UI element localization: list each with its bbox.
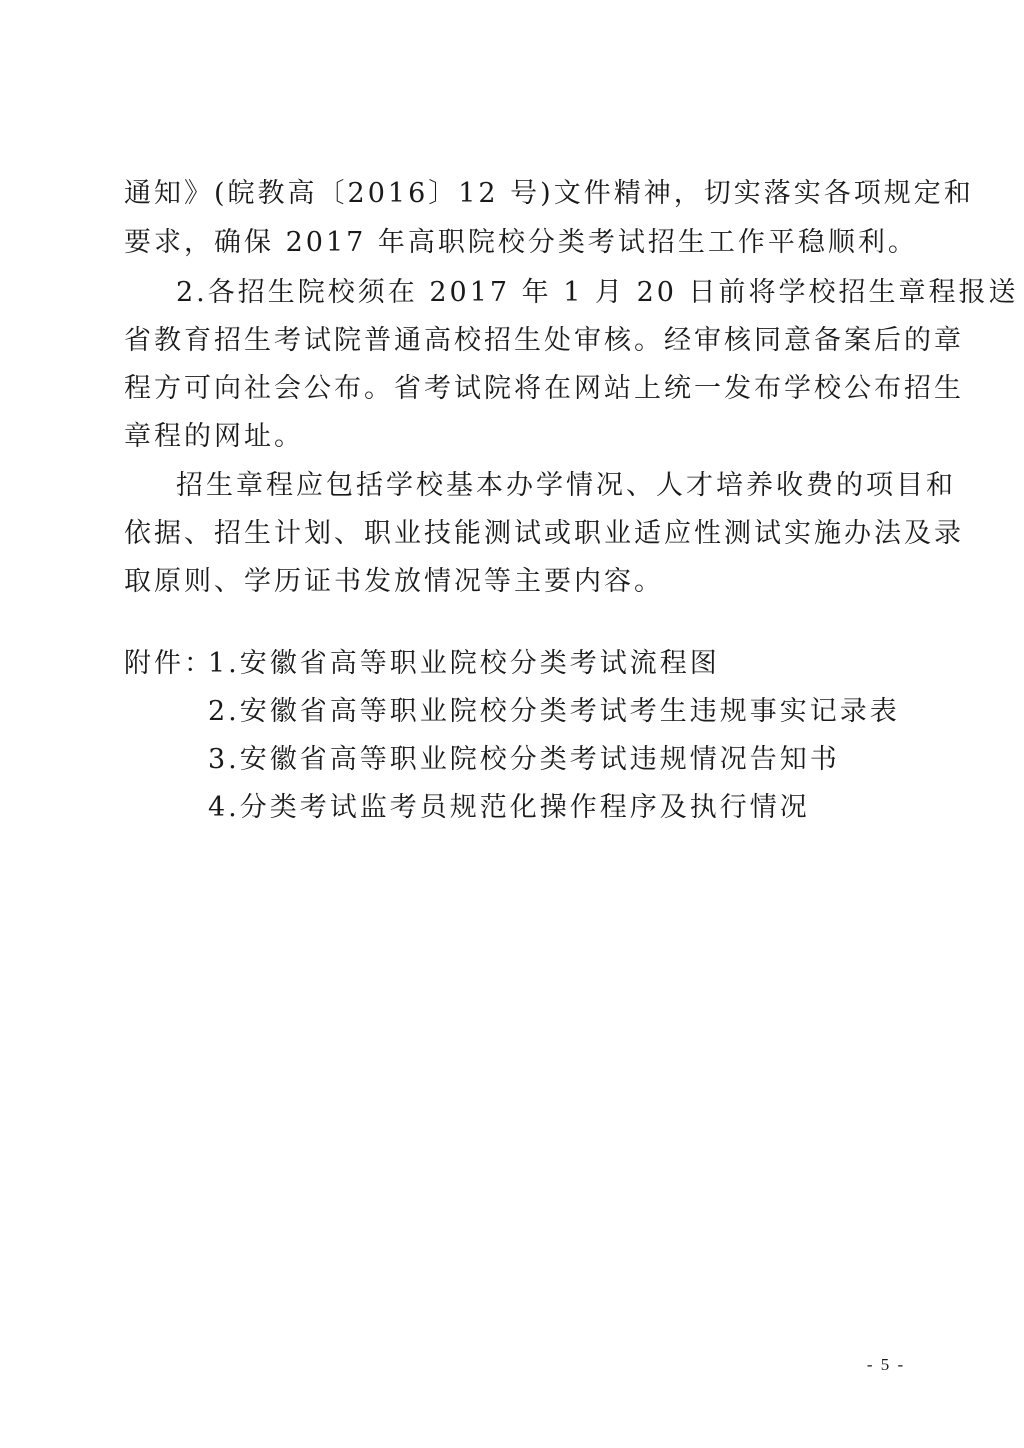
attachment-item: 3.安徽省高等职业院校分类考试违规情况告知书 (208, 744, 840, 775)
body-line: 取原则、学历证书发放情况等主要内容。 (124, 566, 664, 597)
body-line: 省教育招生考试院普通高校招生处审核。经审核同意备案后的章 (124, 325, 964, 356)
body-line: 招生章程应包括学校基本办学情况、人才培养收费的项目和 (176, 470, 956, 501)
body-line: 通知》(皖教高〔2016〕12 号)文件精神，切实落实各项规定和 (124, 178, 974, 209)
attachments-label: 附件： (124, 648, 214, 679)
attachment-item: 2.安徽省高等职业院校分类考试考生违规事实记录表 (208, 696, 900, 727)
body-line: 依据、招生计划、职业技能测试或职业适应性测试实施办法及录 (124, 518, 964, 549)
page-number: - 5 - (866, 1355, 906, 1374)
body-line: 2.各招生院校须在 2017 年 1 月 20 日前将学校招生章程报送 (176, 277, 1019, 308)
body-line: 程方可向社会公布。省考试院将在网站上统一发布学校公布招生 (124, 373, 964, 404)
body-line: 章程的网址。 (124, 421, 304, 452)
body-line: 要求，确保 2017 年高职院校分类考试招生工作平稳顺利。 (124, 227, 918, 258)
attachment-item: 4.分类考试监考员规范化操作程序及执行情况 (208, 792, 810, 823)
attachment-item: 1.安徽省高等职业院校分类考试流程图 (208, 648, 720, 679)
